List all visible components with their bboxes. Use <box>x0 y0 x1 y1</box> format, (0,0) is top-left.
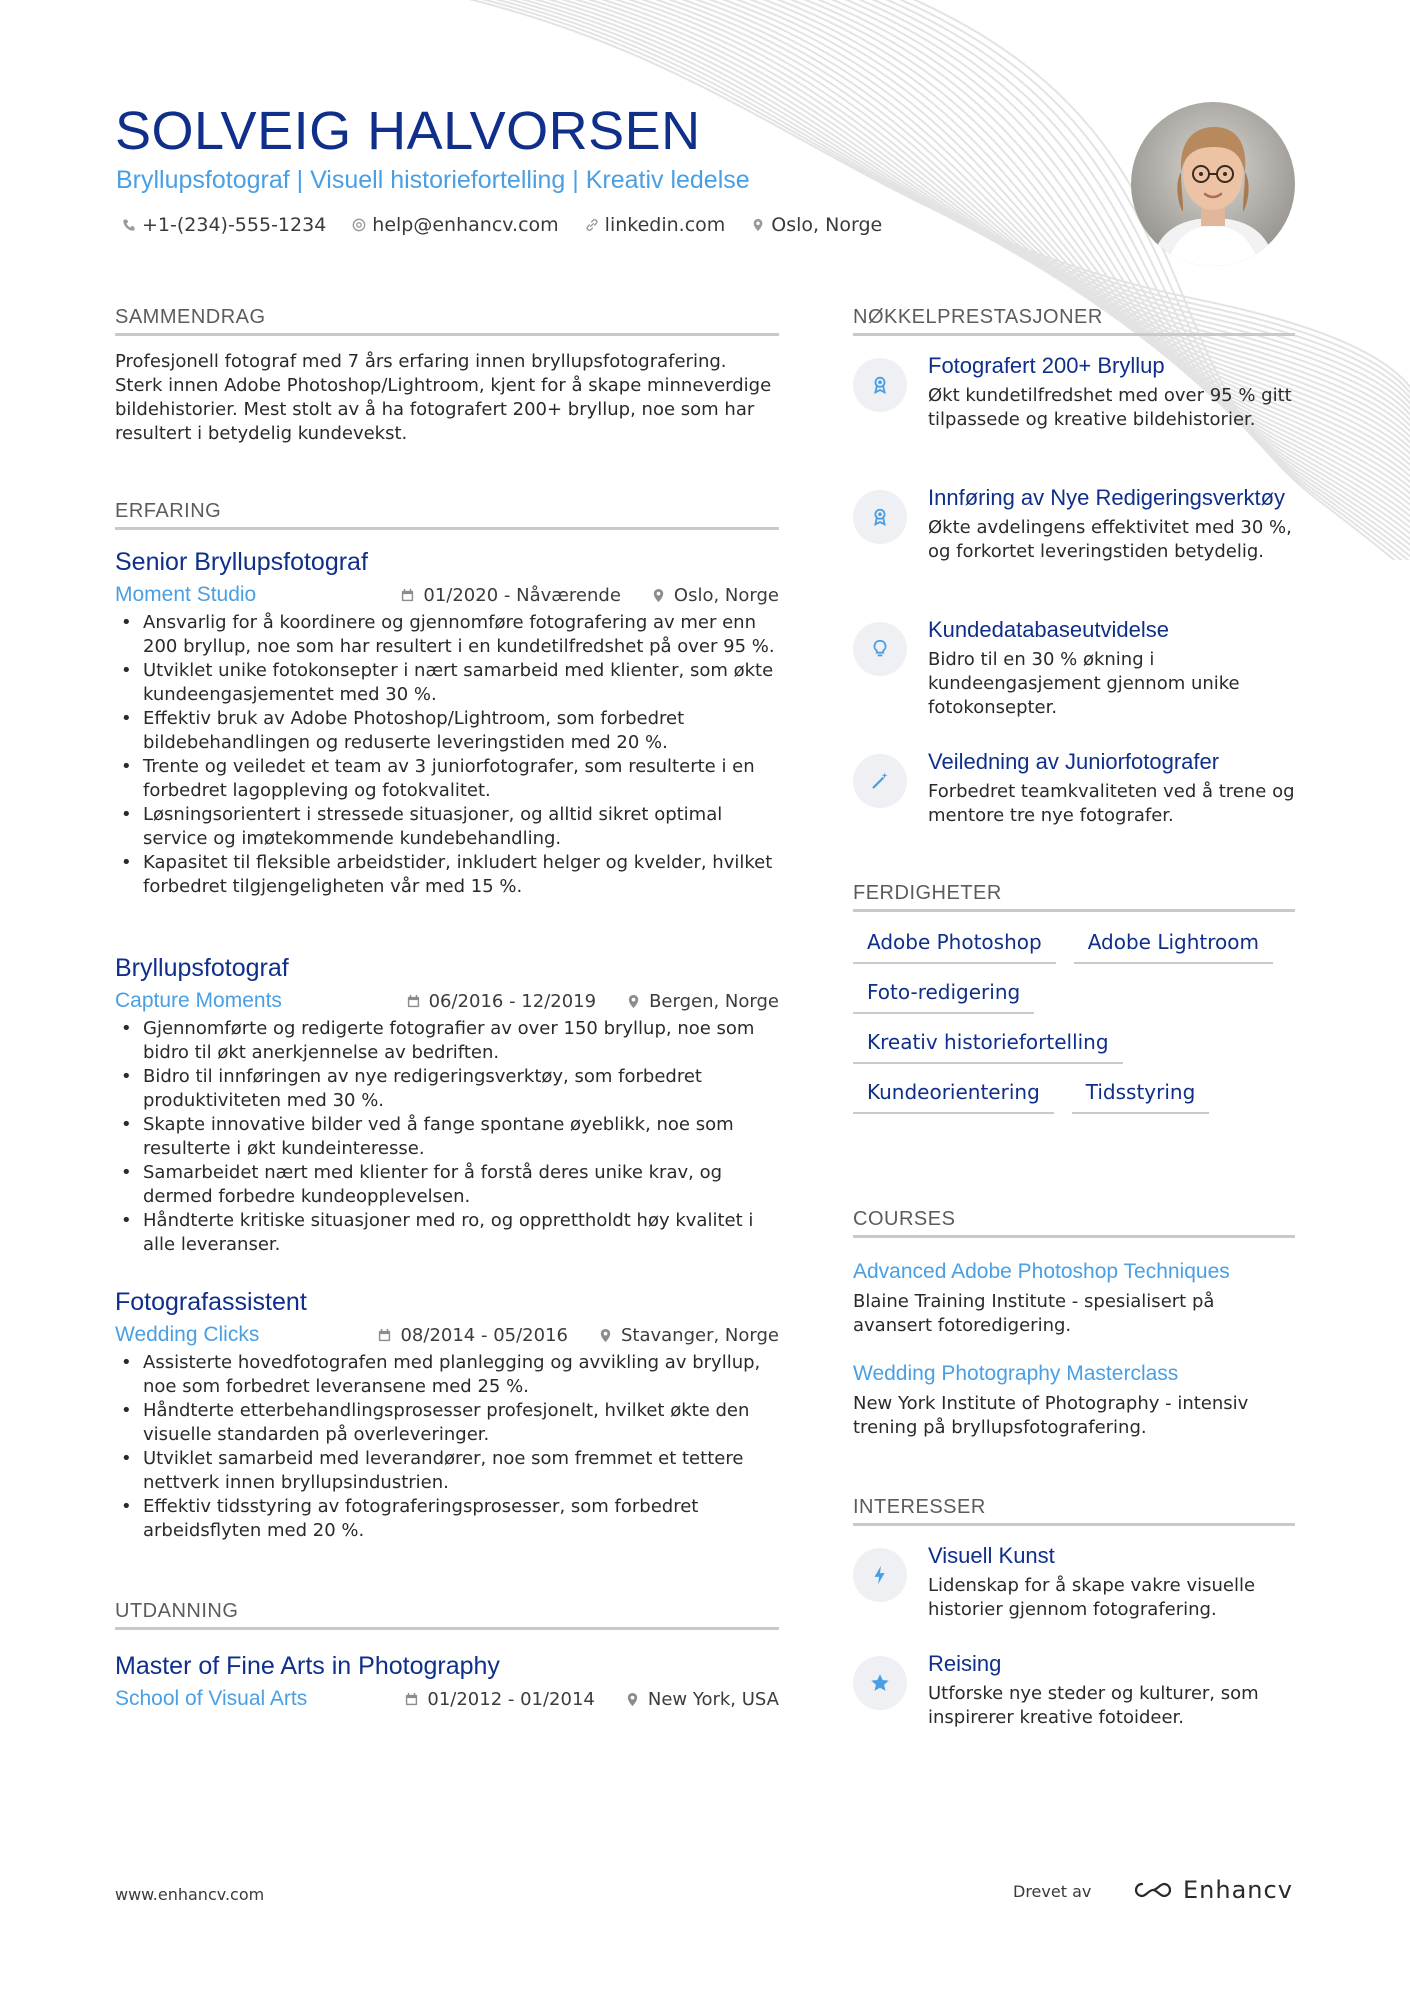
bullet-item: • Utviklet samarbeid med leverandører, noe som fremmet et tettere nettverk innen bryllupsindustrien. <box>115 1447 779 1495</box>
contact-phone-text: +1-(234)-555-1234 <box>142 214 327 236</box>
calendar-icon <box>404 1692 419 1707</box>
contact-location-text: Oslo, Norge <box>771 214 883 236</box>
achievement-desc: Forbedret teamkvaliteten ved å trene og mentore tre nye fotografer. <box>928 781 1295 826</box>
summary-heading: SAMMENDRAG <box>115 306 779 336</box>
degree-title: Master of Fine Arts in Photography <box>115 1652 500 1680</box>
calendar-icon <box>377 1328 392 1343</box>
achievement-item <box>853 352 1295 432</box>
education-heading: UTDANNING <box>115 1600 779 1630</box>
location-icon <box>751 218 765 232</box>
job-title: Bryllupsfotograf <box>115 954 289 982</box>
job-dates: 06/2016 - 12/2019 <box>428 990 597 1012</box>
education-location: New York, USA <box>647 1688 779 1710</box>
job-bullets <box>115 611 779 899</box>
star-icon <box>869 1672 891 1694</box>
achievement-title: Innføring av Nye Redigeringsverktøy <box>928 485 1286 510</box>
link-icon <box>585 218 599 232</box>
lightning-icon <box>869 1564 891 1586</box>
achievement-item <box>853 616 1295 720</box>
achievement-desc: Økt kundetilfredshet med over 95 % gitt tilpassede og kreative bildehistorier. <box>928 385 1292 430</box>
skill-tag: Foto-redigering <box>853 980 1034 1014</box>
contact-linkedin-text: linkedin.com <box>604 214 726 236</box>
achievement-item <box>853 748 1295 828</box>
company-name: Moment Studio <box>115 583 257 606</box>
skill-tag: Adobe Photoshop <box>853 930 1056 964</box>
enhancv-logo[interactable] <box>1131 1876 1293 1904</box>
contact-email-text: help@enhancv.com <box>372 214 559 236</box>
courses-section <box>853 1208 1295 1440</box>
skill-tag: Kundeorientering <box>853 1080 1054 1114</box>
school-name: School of Visual Arts <box>115 1687 308 1710</box>
job-bullets <box>115 1017 779 1257</box>
bullet-item: • Effektiv bruk av Adobe Photoshop/Lightroom, som forbedret bildebehandlingen og reduserte leveringstiden med 20 %. <box>115 707 779 755</box>
contact-email[interactable] <box>352 214 558 236</box>
profile-photo <box>1131 102 1295 266</box>
job-location: Stavanger, Norge <box>620 1324 779 1346</box>
achievement-desc: Bidro til en 30 % økning i kundeengasjement gjennom unike fotokonsepter. <box>928 649 1240 718</box>
skills-section <box>853 882 1295 1130</box>
calendar-icon <box>406 994 421 1009</box>
infinity-logo-icon <box>1131 1878 1175 1902</box>
achievement-title: Veiledning av Juniorfotografer <box>928 749 1220 774</box>
achievement-desc: Økte avdelingens effektivitet med 30 %, og forkortet leveringstiden betydelig. <box>928 517 1292 562</box>
course-desc: Blaine Training Institute - spesialisert på avansert fotoredigering. <box>853 1291 1215 1336</box>
interest-desc: Lidenskap for å skape vakre visuelle historier gjennom fotografering. <box>928 1575 1256 1620</box>
achievement-title: Fotografert 200+ Bryllup <box>928 353 1165 378</box>
job-entry <box>115 1288 779 1543</box>
education-dates: 01/2012 - 01/2014 <box>427 1688 595 1710</box>
footer-website[interactable]: www.enhancv.com <box>115 1885 265 1904</box>
bullet-item: • Assisterte hovedfotografen med planlegging og avvikling av bryllup, noe som forbedret leveransene med 25 %. <box>115 1351 779 1399</box>
award-icon <box>869 506 891 528</box>
skill-tag: Kreativ historiefortelling <box>853 1030 1123 1064</box>
bullet-item: • Gjennomførte og redigerte fotografier av over 150 bryllup, noe som bidro til økt anerkjennelse av bedriften. <box>115 1017 779 1065</box>
lightbulb-icon <box>869 638 891 660</box>
summary-section <box>115 306 779 446</box>
courses-heading: COURSES <box>853 1208 1295 1238</box>
contact-linkedin[interactable] <box>585 214 726 236</box>
education-section <box>115 1600 779 1711</box>
interests-heading: INTERESSER <box>853 1496 1295 1526</box>
bullet-item: • Samarbeidet nært med klienter for å forstå deres unike krav, og dermed forbedre kundeopplevelsen. <box>115 1161 779 1209</box>
interest-title: Visuell Kunst <box>928 1543 1055 1568</box>
bullet-item: • Håndterte kritiske situasjoner med ro, og opprettholdt høy kvalitet i alle leveranser. <box>115 1209 779 1257</box>
award-icon <box>869 374 891 396</box>
company-name: Wedding Clicks <box>115 1323 260 1346</box>
contact-bar <box>122 214 882 236</box>
bullet-item: • Trente og veiledet et team av 3 juniorfotografer, som resulterte i en forbedret lagoppleving og fotokvalitet. <box>115 755 779 803</box>
bullet-item: • Bidro til innføringen av nye redigeringsverktøy, som forbedret produktiviteten med 30 %. <box>115 1065 779 1113</box>
location-icon <box>626 994 641 1009</box>
experience-heading: ERFARING <box>115 500 779 530</box>
footer-powered-by: Drevet av <box>1013 1882 1092 1901</box>
job-title: Fotografassistent <box>115 1288 307 1316</box>
achievements-section <box>853 306 1295 336</box>
interests-section <box>853 1496 1295 1526</box>
interest-item <box>853 1650 1295 1730</box>
bullet-item: • Utviklet unike fotokonsepter i nært samarbeid med klienter, som økte kundeengasjementet med 30 %. <box>115 659 779 707</box>
interest-item <box>853 1542 1295 1622</box>
bullet-item: • Kapasitet til fleksible arbeidstider, inkludert helger og kvelder, hvilket forbedret tilgjengeligheten vår med 15 %. <box>115 851 779 899</box>
candidate-subtitle: Bryllupsfotograf | Visuell historiefortelling | Kreativ ledelse <box>116 166 750 194</box>
job-entry <box>115 548 779 899</box>
job-location: Oslo, Norge <box>673 584 779 606</box>
contact-phone[interactable] <box>122 214 326 236</box>
bullet-item: • Skapte innovative bilder ved å fange spontane øyeblikk, noe som resulterte i økt kundeinteresse. <box>115 1113 779 1161</box>
location-icon <box>651 588 666 603</box>
job-title: Senior Bryllupsfotograf <box>115 548 368 576</box>
job-dates: 01/2020 - Nåværende <box>423 584 621 606</box>
job-entry <box>115 954 779 1257</box>
experience-section <box>115 500 779 530</box>
bullet-item: • Løsningsorientert i stressede situasjoner, og alltid sikret optimal service og imøtekommende kundebehandling. <box>115 803 779 851</box>
achievement-title: Kundedatabaseutvidelse <box>928 617 1169 642</box>
course-desc: New York Institute of Photography - intensiv trening på bryllupsfotografering. <box>853 1393 1249 1438</box>
footer-brand: Enhancv <box>1183 1876 1293 1904</box>
contact-location <box>751 214 882 236</box>
location-icon <box>625 1692 640 1707</box>
skill-tag: Adobe Lightroom <box>1074 930 1273 964</box>
skills-heading: FERDIGHETER <box>853 882 1295 912</box>
achievement-item <box>853 484 1295 564</box>
phone-icon <box>122 218 136 232</box>
course-title: Advanced Adobe Photoshop Techniques <box>853 1260 1230 1283</box>
interest-title: Reising <box>928 1651 1002 1676</box>
location-icon <box>598 1328 613 1343</box>
achievements-heading: NØKKELPRESTASJONER <box>853 306 1295 336</box>
bullet-item: • Håndterte etterbehandlingsprosesser profesjonelt, hvilket økte den visuelle standarden på overleveringer. <box>115 1399 779 1447</box>
job-dates: 08/2014 - 05/2016 <box>400 1324 568 1346</box>
calendar-icon <box>400 588 415 603</box>
course-title: Wedding Photography Masterclass <box>853 1362 1179 1385</box>
at-icon <box>352 218 366 232</box>
bullet-item: • Effektiv tidsstyring av fotograferingsprosesser, som forbedret arbeidsflyten med 20 %. <box>115 1495 779 1543</box>
skill-tag: Tidsstyring <box>1072 1080 1210 1114</box>
job-bullets <box>115 1351 779 1543</box>
magic-wand-icon <box>869 770 891 792</box>
interest-desc: Utforske nye steder og kulturer, som inspirerer kreative fotoideer. <box>928 1683 1259 1728</box>
summary-text: Profesjonell fotograf med 7 års erfaring innen bryllupsfotografering. Sterk innen Adobe Photoshop/Lightroom, kjent for å skape minneverdige bildehistorier. Mest stolt av å ha fotografert 200+ bryllup, noe som har resultert i betydelig kundevekst. <box>115 351 772 444</box>
company-name: Capture Moments <box>115 989 282 1012</box>
candidate-name: SOLVEIG HALVORSEN <box>115 101 701 161</box>
job-location: Bergen, Norge <box>649 990 779 1012</box>
bullet-item: • Ansvarlig for å koordinere og gjennomføre fotografering av mer enn 200 bryllup, noe som har resultert i en kundetilfredshet på over 95 %. <box>115 611 779 659</box>
